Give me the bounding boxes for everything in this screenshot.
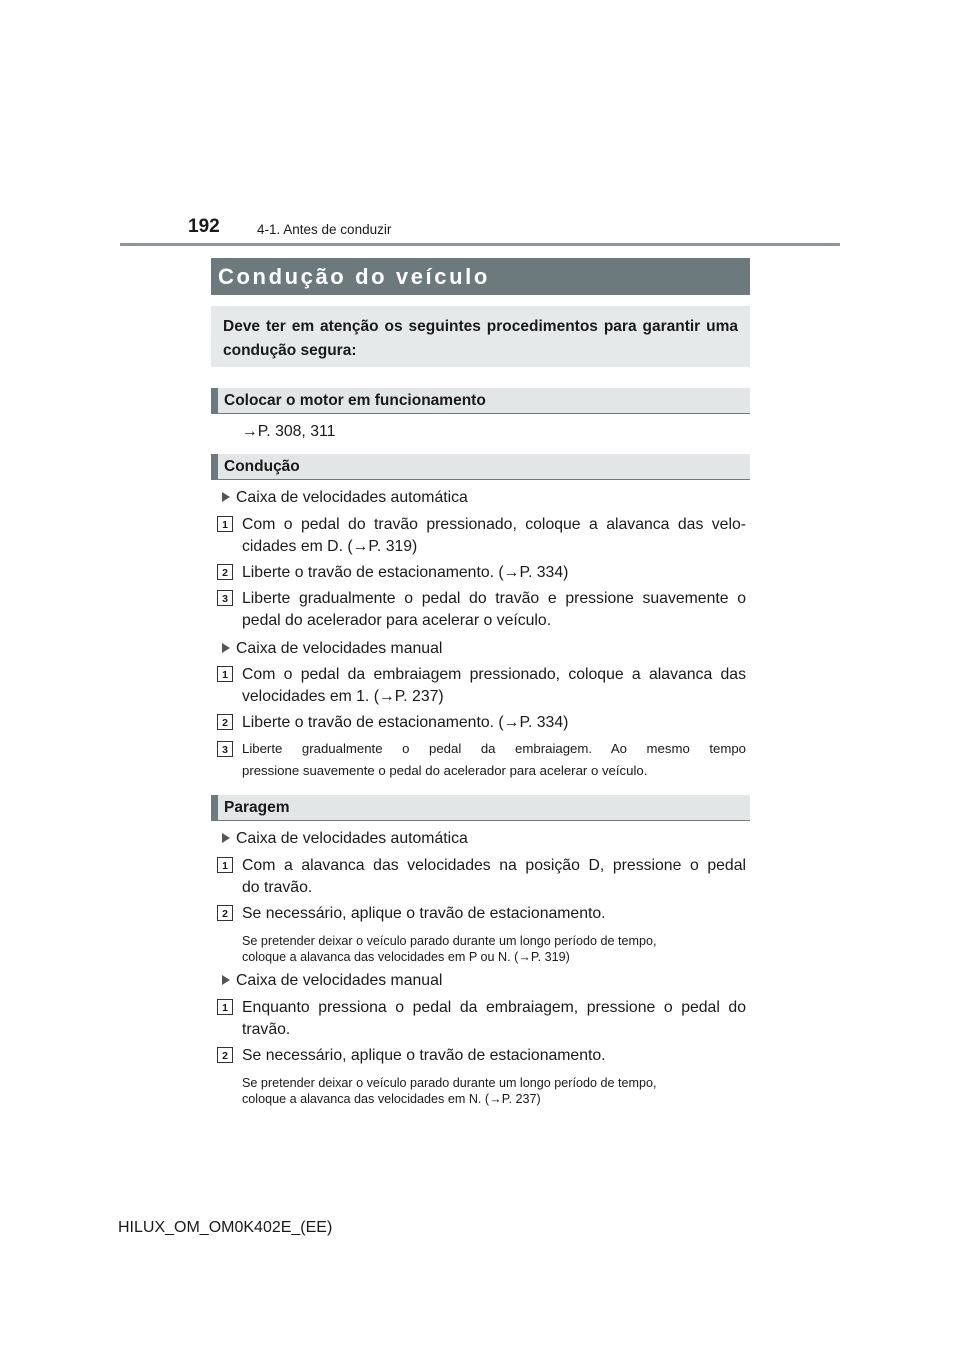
step-number: 2 [217, 714, 233, 730]
step-text: pedal do acelerador para acelerar o veículo. [242, 612, 552, 629]
step-number: 1 [217, 999, 233, 1015]
driving-automatic-label: Caixa de velocidades automática [222, 487, 468, 508]
step-text: pressione suavemente o pedal do acelerador para acelerar o veículo. [242, 763, 648, 778]
note-text: Se pretender deixar o veículo parado durante um longo período de tempo, [242, 934, 657, 948]
triangle-bullet-icon [222, 643, 230, 653]
note-text: Se pretender deixar o veículo parado durante um longo período de tempo, [242, 1076, 657, 1090]
step-text: Liberte o travão de estacionamento. (→P. 334) [242, 714, 569, 731]
step-number: 3 [217, 590, 233, 606]
page-title: Condução do veículo [211, 258, 750, 295]
step-text: velocidades em 1. (→P. 237) [242, 688, 444, 705]
step-text: travão. [242, 1021, 291, 1038]
step-number: 1 [217, 516, 233, 532]
step-text: Liberte o travão de estacionamento. (→P. 334) [242, 564, 569, 581]
step-text: Enquanto pressiona o pedal da embraiagem, pressione o pedal do [242, 999, 746, 1016]
intro-box: Deve ter em atenção os seguintes procedimentos para garantir uma condução segura: [211, 306, 750, 367]
step-text: Com o pedal do travão pressionado, coloque a alavanca das velo- [242, 516, 746, 533]
step-text: Liberte gradualmente o pedal da embraiagem. Ao mesmo tempo [242, 741, 746, 756]
section-label: 4-1. Antes de conduzir [257, 222, 392, 237]
step-number: 2 [217, 564, 233, 580]
subheading-driving: Condução [211, 454, 750, 480]
step-text: Com o pedal da embraiagem pressionado, coloque a alavanca das [242, 666, 746, 683]
step-text: cidades em D. (→P. 319) [242, 538, 418, 555]
header-rule [120, 243, 840, 246]
step-text: Se necessário, aplique o travão de estacionamento. [242, 1047, 606, 1064]
step-text: Se necessário, aplique o travão de estacionamento. [242, 905, 606, 922]
triangle-bullet-icon [222, 975, 230, 985]
step-number: 1 [217, 666, 233, 682]
note-text: coloque a alavanca das velocidades em P ou N. (→P. 319) [242, 950, 570, 964]
step-number: 3 [217, 741, 233, 757]
step-number: 1 [217, 857, 233, 873]
stopping-automatic-label: Caixa de velocidades automática [222, 828, 468, 849]
step-text: Liberte gradualmente o pedal do travão e pressione suavemente o [242, 590, 746, 607]
engine-reference: →P. 308, 311 [242, 423, 336, 440]
step-number: 2 [217, 905, 233, 921]
step-number: 2 [217, 1047, 233, 1063]
driving-manual-label: Caixa de velocidades manual [222, 638, 442, 659]
step-text: Com a alavanca das velocidades na posição D, pressione o pedal [242, 857, 746, 874]
step-text: do travão. [242, 879, 313, 896]
note-text: coloque a alavanca das velocidades em N. (→P. 237) [242, 1092, 541, 1106]
stopping-manual-label: Caixa de velocidades manual [222, 970, 442, 991]
document-code: HILUX_OM_OM0K402E_(EE) [118, 1219, 333, 1236]
triangle-bullet-icon [222, 492, 230, 502]
subheading-stopping: Paragem [211, 795, 750, 821]
triangle-bullet-icon [222, 833, 230, 843]
page-number: 192 [188, 216, 220, 237]
subheading-engine-start: Colocar o motor em funcionamento [211, 388, 750, 414]
